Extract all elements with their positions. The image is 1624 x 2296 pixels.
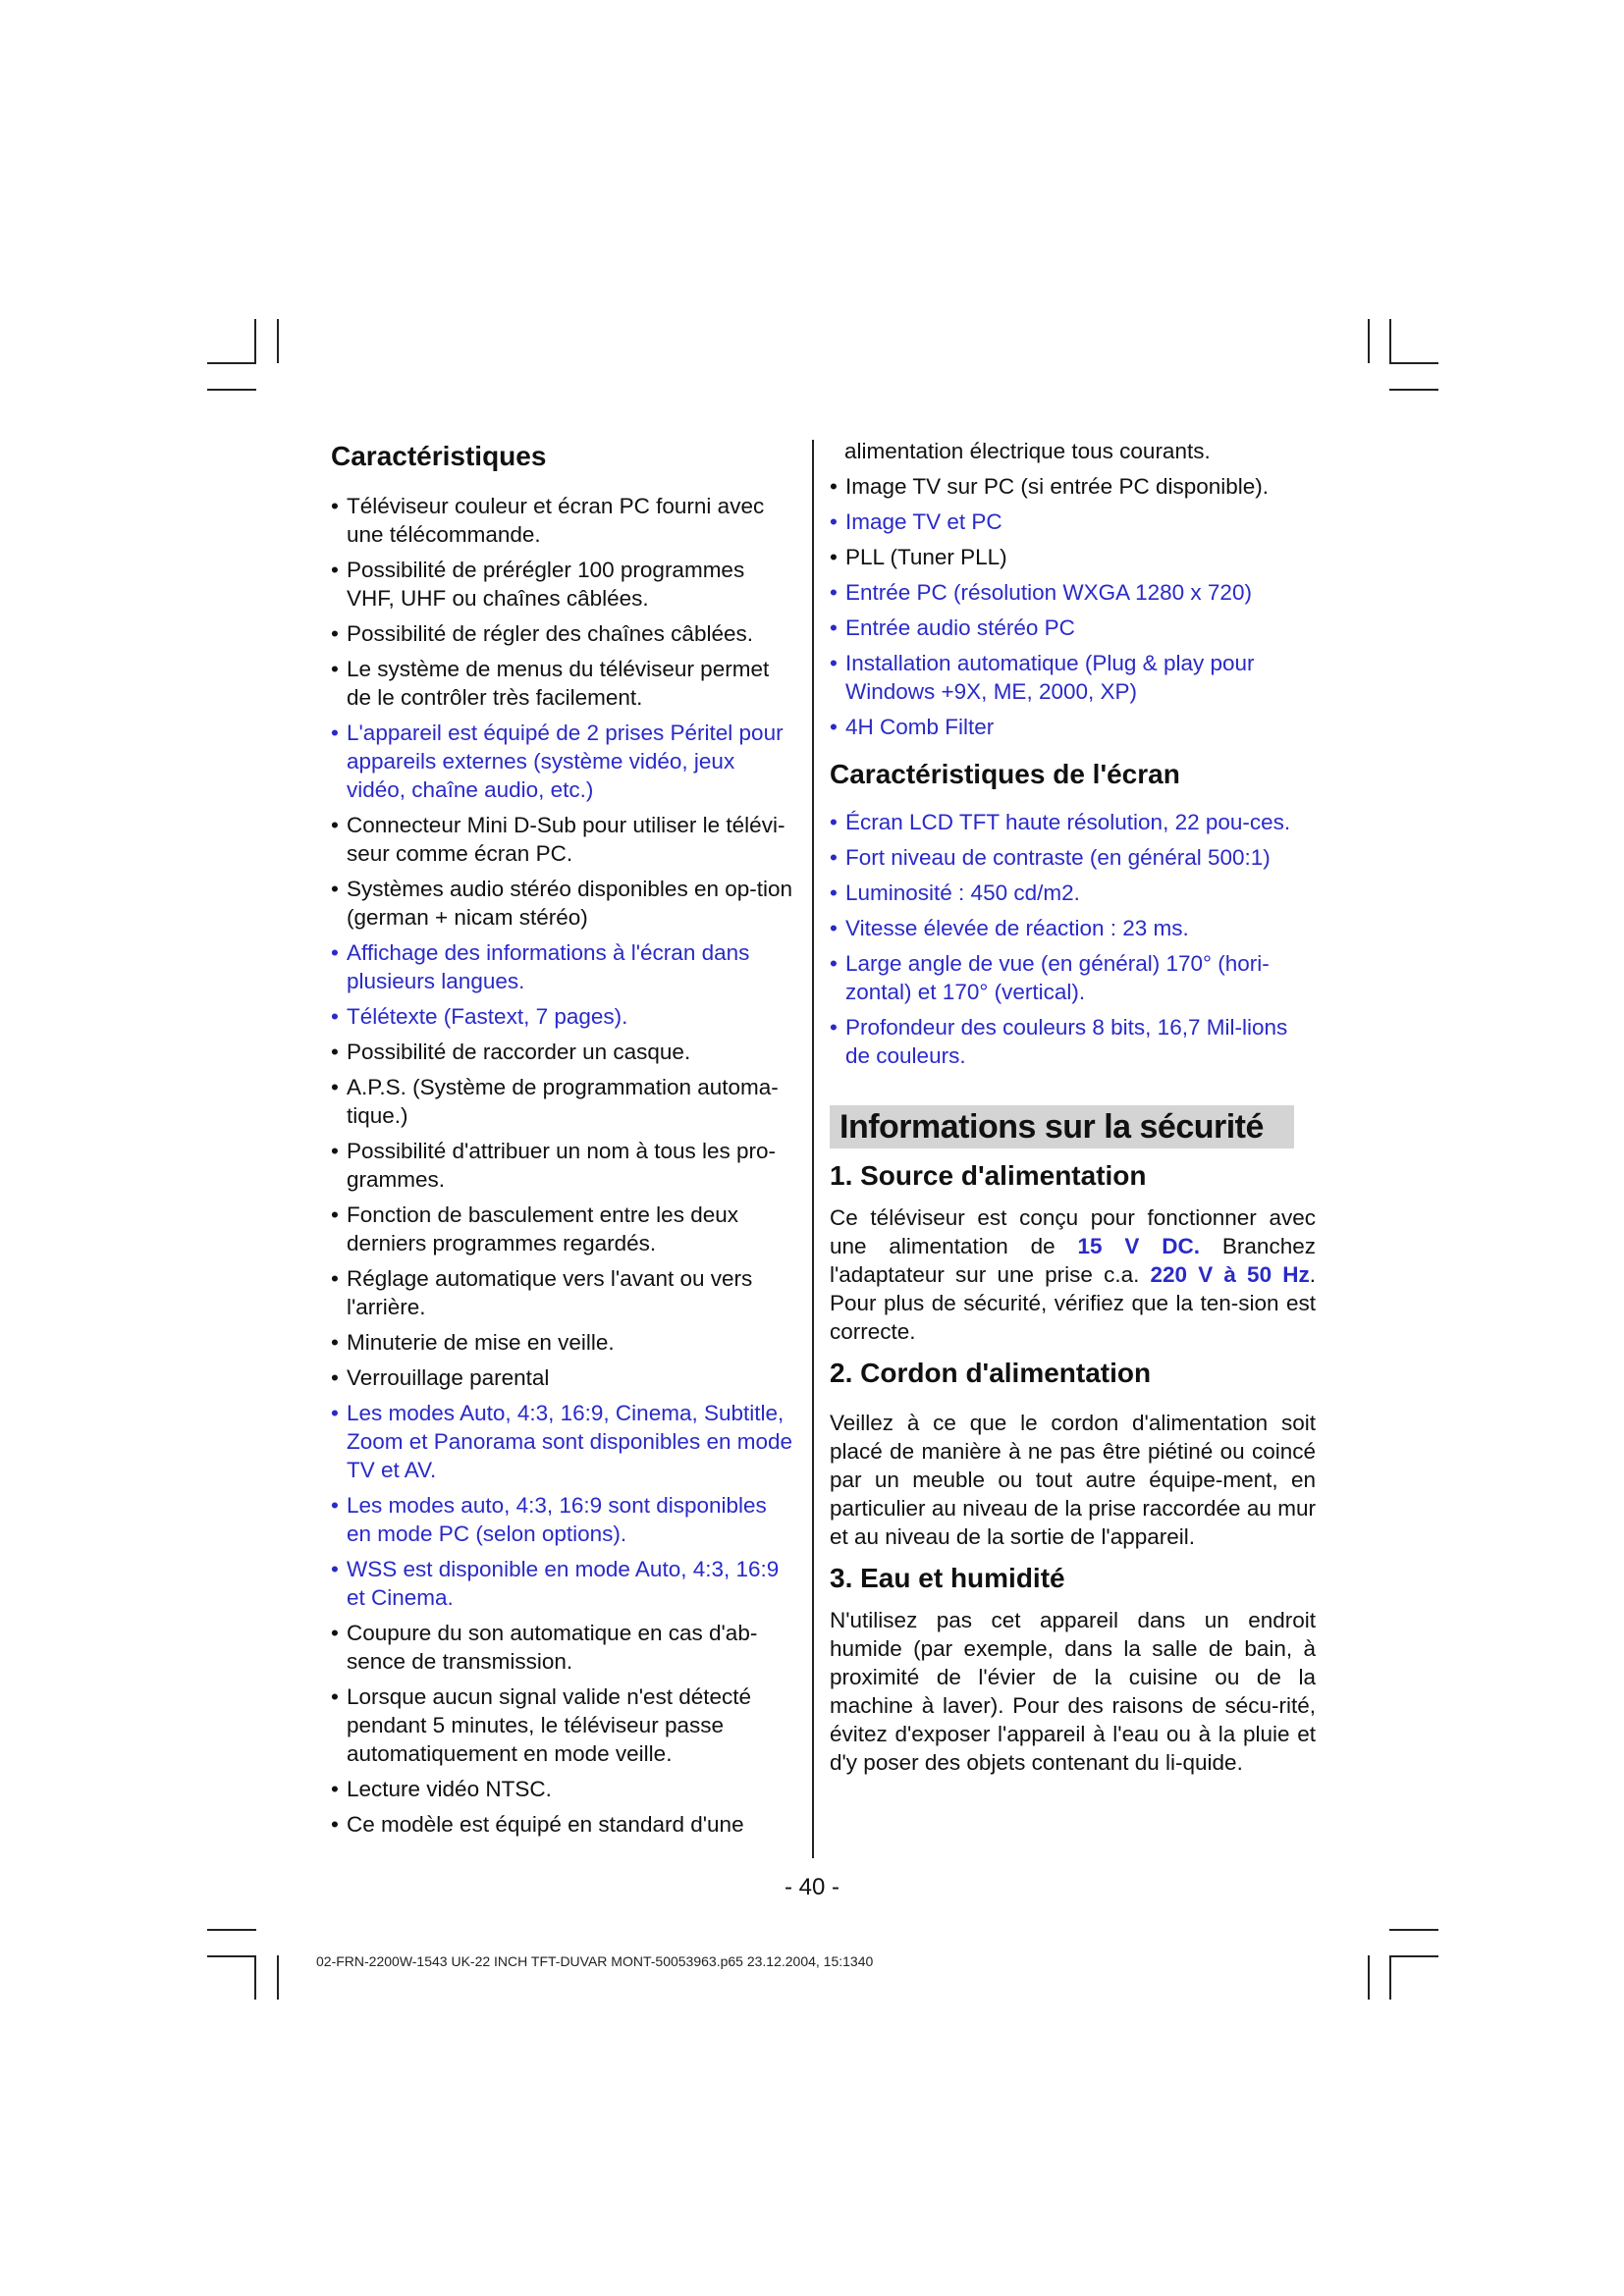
crop-mark [277, 1955, 279, 2000]
list-item: • Le système de menus du téléviseur permet de le contrôler très facilement. [331, 655, 797, 712]
page-number: - 40 - [784, 1874, 839, 1900]
list-item: • Ce modèle est équipé en standard d'une [331, 1810, 797, 1839]
power-cord-heading: 2. Cordon d'alimentation [830, 1358, 1152, 1388]
features-list-continued [830, 472, 1316, 741]
print-footer: 02-FRN-2200W-1543 UK-22 INCH TFT-DUVAR MONT-50053963.p65 23.12.2004, 15:1340 [316, 1953, 874, 1969]
crop-mark [1389, 362, 1438, 364]
screen-features-list [830, 808, 1316, 1070]
crop-mark [1389, 1955, 1438, 1957]
list-item: • Fort niveau de contraste (en général 500:1) [830, 843, 1316, 872]
list-item: • Image TV sur PC (si entrée PC disponible). [830, 472, 1316, 501]
crop-mark [207, 362, 256, 364]
list-item: • A.P.S. (Système de programmation automa-tique.) [331, 1073, 797, 1130]
list-item: • Minuterie de mise en veille. [331, 1328, 797, 1357]
power-source-heading: 1. Source d'alimentation [830, 1160, 1147, 1191]
crop-mark [254, 1955, 256, 2000]
list-item: • Fonction de basculement entre les deux derniers programmes regardés. [331, 1201, 797, 1257]
list-item: • Image TV et PC [830, 507, 1316, 536]
list-item: • Large angle de vue (en général) 170° (hori-zontal) et 170° (vertical). [830, 949, 1316, 1006]
power-source-text [830, 1203, 1316, 1346]
crop-mark [1368, 1955, 1370, 2000]
water-moisture-heading: 3. Eau et humidité [830, 1563, 1065, 1593]
list-item: • Systèmes audio stéréo disponibles en op-tion (german + nicam stéréo) [331, 875, 797, 932]
list-item: • 4H Comb Filter [830, 713, 1316, 741]
list-item: • Les modes Auto, 4:3, 16:9, Cinema, Subtitle, Zoom et Panorama sont disponibles en mode TV et AV. [331, 1399, 797, 1484]
list-item: • Possibilité de raccorder un casque. [331, 1038, 797, 1066]
power-source-text-a: Ce téléviseur est conçu pour fonctionner avec une alimentation de [830, 1205, 1316, 1258]
list-item: • Les modes auto, 4:3, 16:9 sont disponibles en mode PC (selon options). [331, 1491, 797, 1548]
features-heading: Caractéristiques [331, 441, 547, 471]
list-item: • WSS est disponible en mode Auto, 4:3, 16:9 et Cinema. [331, 1555, 797, 1612]
right-column [830, 437, 1316, 1783]
power-source-text-c: . Pour plus de sécurité, vérifiez que la ten-sion est correcte. [830, 1262, 1316, 1344]
list-item: • Réglage automatique vers l'avant ou vers l'arrière. [331, 1264, 797, 1321]
list-item: • Installation automatique (Plug & play pour Windows +9X, ME, 2000, XP) [830, 649, 1316, 706]
safety-banner: Informations sur la sécurité [830, 1105, 1294, 1148]
list-item: • Entrée audio stéréo PC [830, 614, 1316, 642]
list-item: • Télétexte (Fastext, 7 pages). [331, 1002, 797, 1031]
list-item: • Verrouillage parental [331, 1363, 797, 1392]
list-item: • Coupure du son automatique en cas d'ab-sence de transmission. [331, 1619, 797, 1676]
screen-features-heading: Caractéristiques de l'écran [830, 759, 1180, 789]
crop-mark [254, 319, 256, 363]
list-item: • Possibilité de prérégler 100 programmes VHF, UHF ou chaînes câblées. [331, 556, 797, 613]
left-column [331, 437, 797, 1845]
list-item: • Connecteur Mini D-Sub pour utiliser le télévi-seur comme écran PC. [331, 811, 797, 868]
crop-mark [207, 389, 256, 391]
crop-mark [1389, 319, 1391, 363]
voltage-dc-highlight: 15 V DC. [1077, 1234, 1201, 1258]
list-item: • Possibilité d'attribuer un nom à tous les pro-grammes. [331, 1137, 797, 1194]
water-moisture-text: N'utilisez pas cet appareil dans un endroit humide (par exemple, dans la salle de bain, à proximité de l'évier de la cuisine ou de la machine à laver). Pour des raisons de sécu-rité, évitez d'exposer l'appareil à l'eau ou à la pluie et d'y poser des objets contenant du li-quide. [830, 1608, 1316, 1775]
list-item: • Affichage des informations à l'écran dans plusieurs langues. [331, 938, 797, 995]
features-list [331, 492, 797, 1839]
list-item: • PLL (Tuner PLL) [830, 543, 1316, 571]
list-item: • Profondeur des couleurs 8 bits, 16,7 Mil-lions de couleurs. [830, 1013, 1316, 1070]
voltage-ac-highlight: 220 V à 50 Hz [1150, 1262, 1310, 1287]
list-item: • L'appareil est équipé de 2 prises Péritel pour appareils externes (système vidéo, jeux vidéo, chaîne audio, etc.) [331, 719, 797, 804]
list-item: • Téléviseur couleur et écran PC fourni avec une télécommande. [331, 492, 797, 549]
list-item: • Écran LCD TFT haute résolution, 22 pou-ces. [830, 808, 1316, 836]
crop-mark [1389, 389, 1438, 391]
crop-mark [1368, 319, 1370, 363]
list-continuation: alimentation électrique tous courants. [844, 439, 1211, 463]
power-cord-text: Veillez à ce que le cordon d'alimentation soit placé de manière à ne pas être piétiné ou coincé par un meuble ou tout autre équipe-ment, en particulier au niveau de la prise raccordée au mur et au niveau de la sortie de l'appareil. [830, 1411, 1316, 1549]
list-item: • Lorsque aucun signal valide n'est détecté pendant 5 minutes, le téléviseur passe automatiquement en mode veille. [331, 1682, 797, 1768]
list-item: • Luminosité : 450 cd/m2. [830, 879, 1316, 907]
list-item: • Entrée PC (résolution WXGA 1280 x 720) [830, 578, 1316, 607]
power-source-text-b: Branchez l'adaptateur sur une prise c.a. [830, 1234, 1316, 1287]
list-item: • Lecture vidéo NTSC. [331, 1775, 797, 1803]
crop-mark [277, 319, 279, 363]
list-item: • Vitesse élevée de réaction : 23 ms. [830, 914, 1316, 942]
crop-mark [207, 1929, 256, 1931]
crop-mark [207, 1955, 256, 1957]
crop-mark [1389, 1955, 1391, 2000]
crop-mark [1389, 1929, 1438, 1931]
column-divider [812, 440, 814, 1858]
list-item: • Possibilité de régler des chaînes câblées. [331, 619, 797, 648]
